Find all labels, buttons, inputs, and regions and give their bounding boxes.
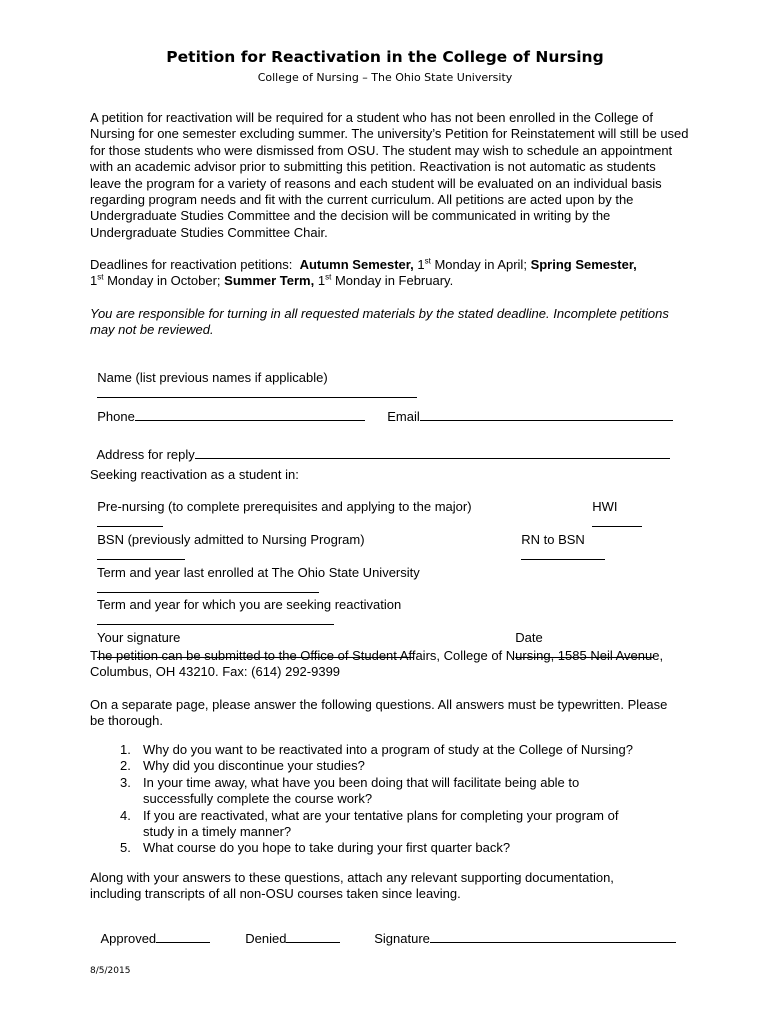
- approved-row: [94, 915, 210, 946]
- summer-label: Summer Term,: [224, 273, 315, 289]
- spring-sup: st: [97, 273, 104, 283]
- phone-row: [90, 393, 365, 424]
- autumn-num: 1: [417, 257, 425, 272]
- office-signature-row: [367, 915, 676, 946]
- question-text: Why did you discontinue your studies?: [143, 758, 365, 774]
- list-item: [90, 742, 690, 758]
- autumn-sup: st: [424, 256, 431, 266]
- approved-field[interactable]: [156, 930, 210, 943]
- office-signature-field[interactable]: [430, 930, 676, 943]
- submission-paragraph: The petition can be submitted to the Office of Student Affairs, College of Nursing, 1585 Neil Avenue, Columbus, OH 43210. Fax: (614) 292-9399: [90, 648, 664, 680]
- intro-paragraph: A petition for reactivation will be required for a student who has not been enrolled in the College of Nursing for one semester excluding summer. The university’s Petition for Reinstatement will still be used for those students who were dismissed from OSU. The student may wish to schedule an appointment with an academic advisor prior to submitting this petition. Reactivation is not automatic as students leave the program for a variety of reasons and each student will be evaluated on an individual basis regarding program needs and fit with the current curriculum. All petitions are acted upon by the Undergraduate Studies Committee and the decision will be communicated in writing by the Undergraduate Studies Committee Chair.: [90, 110, 689, 240]
- list-item: [90, 840, 690, 856]
- email-row: [380, 393, 673, 424]
- denied-row: [238, 915, 340, 946]
- approved-label: Approved: [100, 931, 157, 946]
- phone-field[interactable]: [135, 408, 365, 421]
- deadlines-lead: Deadlines for reactivation petitions:: [90, 257, 293, 272]
- email-field[interactable]: [420, 408, 673, 421]
- denied-label: Denied: [245, 931, 287, 946]
- address-row: [90, 431, 670, 462]
- question-text: In your time away, what have you been doing that will facilitate being able to successfully complete the course work?: [143, 774, 580, 807]
- hwi-label: HWI: [592, 499, 618, 514]
- responsibility-notice: You are responsible for turning in all requested materials by the stated deadline. Incomplete petitions may not be reviewed.: [90, 306, 669, 338]
- spring-text: Monday in October;: [103, 273, 221, 289]
- date-label: Date: [515, 630, 543, 645]
- question-number: 3.: [120, 774, 131, 790]
- footer-date: 8/5/2015: [90, 966, 131, 976]
- list-item: [90, 758, 690, 774]
- spring-num: 1: [90, 273, 98, 289]
- summer-num: 1: [317, 273, 326, 289]
- rn-label: RN to BSN: [521, 532, 585, 547]
- email-label: Email: [387, 409, 420, 424]
- bsn-label: BSN (previously admitted to Nursing Program): [97, 532, 365, 547]
- autumn-label: Autumn Semester,: [299, 257, 414, 272]
- question-text: What course do you hope to take during your first quarter back?: [143, 840, 511, 856]
- prenursing-label: Pre-nursing (to complete prerequisites and applying to the major): [97, 499, 472, 514]
- questions-intro: On a separate page, please answer the following questions. All answers must be typewritten. Please be thorough.: [90, 697, 668, 729]
- phone-label: Phone: [97, 409, 135, 424]
- questions-list: [90, 742, 690, 857]
- question-number: 4.: [120, 807, 131, 823]
- signature-label: Your signature: [97, 630, 181, 645]
- term-last-label: Term and year last enrolled at The Ohio State University: [97, 565, 420, 580]
- seeking-label: Seeking reactivation as a student in:: [90, 467, 299, 482]
- closing-paragraph: Along with your answers to these questions, attach any relevant supporting documentation, including transcripts of all non-OSU courses taken since leaving.: [90, 870, 614, 902]
- spring-label: Spring Semester,: [530, 257, 637, 272]
- list-item: [90, 775, 690, 808]
- name-label: Name (list previous names if applicable): [97, 370, 328, 385]
- question-number: 5.: [120, 840, 131, 856]
- rn-field[interactable]: [521, 547, 605, 560]
- address-field[interactable]: [195, 446, 670, 459]
- summer-text: Monday in February.: [331, 273, 454, 289]
- page-subtitle: College of Nursing – The Ohio State University: [257, 71, 513, 84]
- autumn-text: Monday in April;: [430, 257, 527, 272]
- question-text: If you are reactivated, what are your tentative plans for completing your program of study in a timely manner?: [143, 807, 619, 840]
- question-number: 1.: [120, 742, 131, 757]
- rn-row: [514, 517, 605, 563]
- denied-field[interactable]: [286, 930, 340, 943]
- deadlines-paragraph: [90, 257, 690, 290]
- address-label: Address for reply: [96, 447, 195, 462]
- term-seek-label: Term and year for which you are seeking reactivation: [97, 597, 402, 612]
- question-text: Why do you want to be reactivated into a program of study at the College of Nursing?: [143, 742, 633, 757]
- office-signature-label: Signature: [374, 931, 430, 946]
- question-number: 2.: [120, 758, 131, 774]
- list-item: [90, 808, 690, 841]
- summer-sup: st: [325, 273, 332, 283]
- page-title: Petition for Reactivation in the College of Nursing: [166, 48, 604, 66]
